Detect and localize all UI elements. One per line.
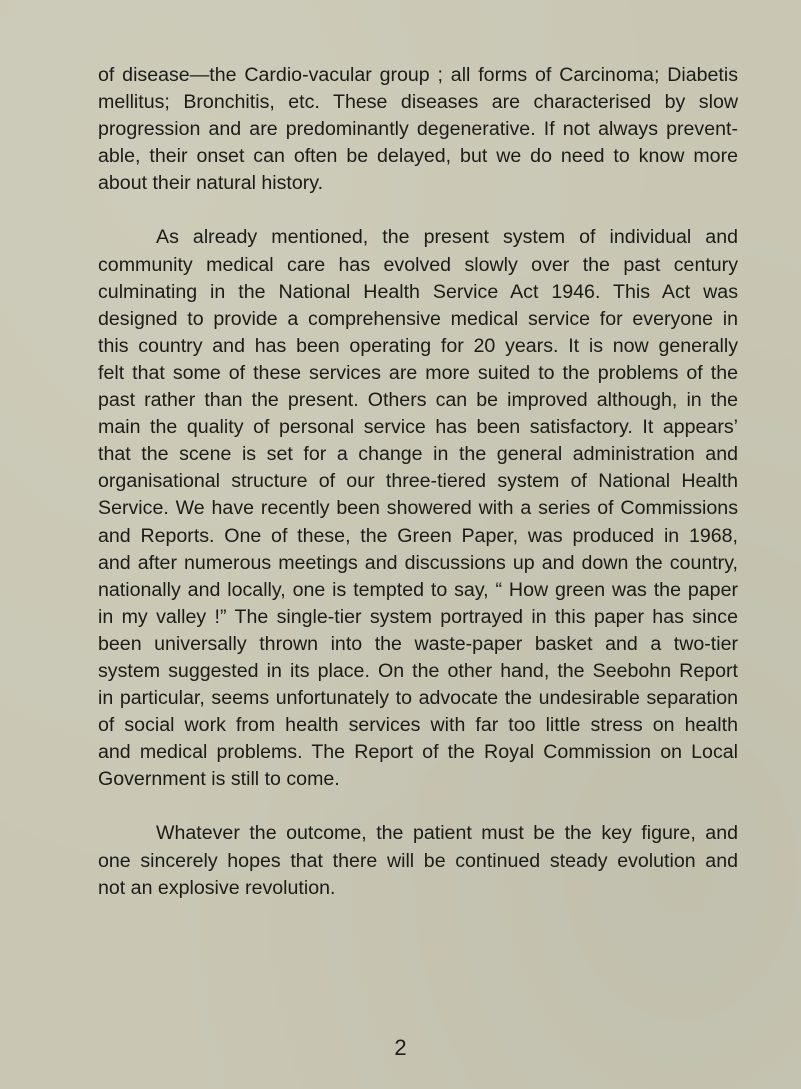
text-line: main the quality of personal service has been satisfactory. It appears’ — [98, 416, 738, 439]
page-number: 2 — [394, 1035, 407, 1060]
text-line: nationally and locally, one is tempted to say, “ How green was the paper — [98, 578, 738, 601]
paragraph-2 — [98, 224, 738, 793]
text-line: past rather than the present. Others can be improved although, in the — [98, 389, 738, 412]
body-text — [98, 62, 738, 902]
text-line: this country and has been operating for 20 years. It is now generally — [98, 334, 738, 357]
text-line: designed to provide a comprehensive medical service for everyone in — [98, 307, 738, 330]
text-line: able, their onset can often be delayed, but we do need to know more — [98, 145, 738, 168]
text-line: organisational structure of our three-tiered system of National Health — [98, 470, 738, 493]
text-line: culminating in the National Health Service Act 1946. This Act was — [98, 280, 738, 303]
paragraph-1 — [98, 62, 738, 197]
text-line: and Reports. One of these, the Green Paper, was produced in 1968, — [98, 524, 738, 547]
text-line: that the scene is set for a change in the general administration and — [98, 443, 738, 466]
text-line: in particular, seems unfortunately to advocate the undesirable separation — [98, 687, 738, 710]
paragraph-3 — [98, 820, 738, 901]
text-line: progression and are predominantly degenerative. If not always prevent- — [98, 118, 738, 141]
text-line: mellitus; Bronchitis, etc. These diseases are characterised by slow — [98, 91, 738, 114]
text-line: not an explosive revolution. — [98, 876, 336, 899]
text-line: Whatever the outcome, the patient must be the key figure, and — [156, 822, 738, 845]
text-line: Service. We have recently been showered with a series of Commissions — [98, 497, 738, 520]
text-line: of social work from health services with far too little stress on health — [98, 714, 738, 737]
text-line: been universally thrown into the waste-paper basket and a two-tier — [98, 632, 738, 655]
text-line: felt that some of these services are more suited to the problems of the — [98, 361, 738, 384]
text-line: in my valley !” The single-tier system portrayed in this paper has since — [98, 605, 738, 628]
text-line: about their natural history. — [98, 172, 324, 195]
text-line: system suggested in its place. On the other hand, the Seebohn Report — [98, 659, 738, 682]
text-line: Government is still to come. — [98, 768, 340, 791]
text-line: and medical problems. The Report of the Royal Commission on Local — [98, 741, 738, 764]
text-line: As already mentioned, the present system of individual and — [156, 226, 738, 249]
text-line: of disease—the Cardio-vacular group ; all forms of Carcinoma; Diabetis — [98, 64, 738, 86]
text-line: one sincerely hopes that there will be continued steady evolution and — [98, 849, 738, 872]
text-line: and after numerous meetings and discussions up and down the country, — [98, 551, 738, 574]
text-line: community medical care has evolved slowly over the past century — [98, 253, 738, 276]
